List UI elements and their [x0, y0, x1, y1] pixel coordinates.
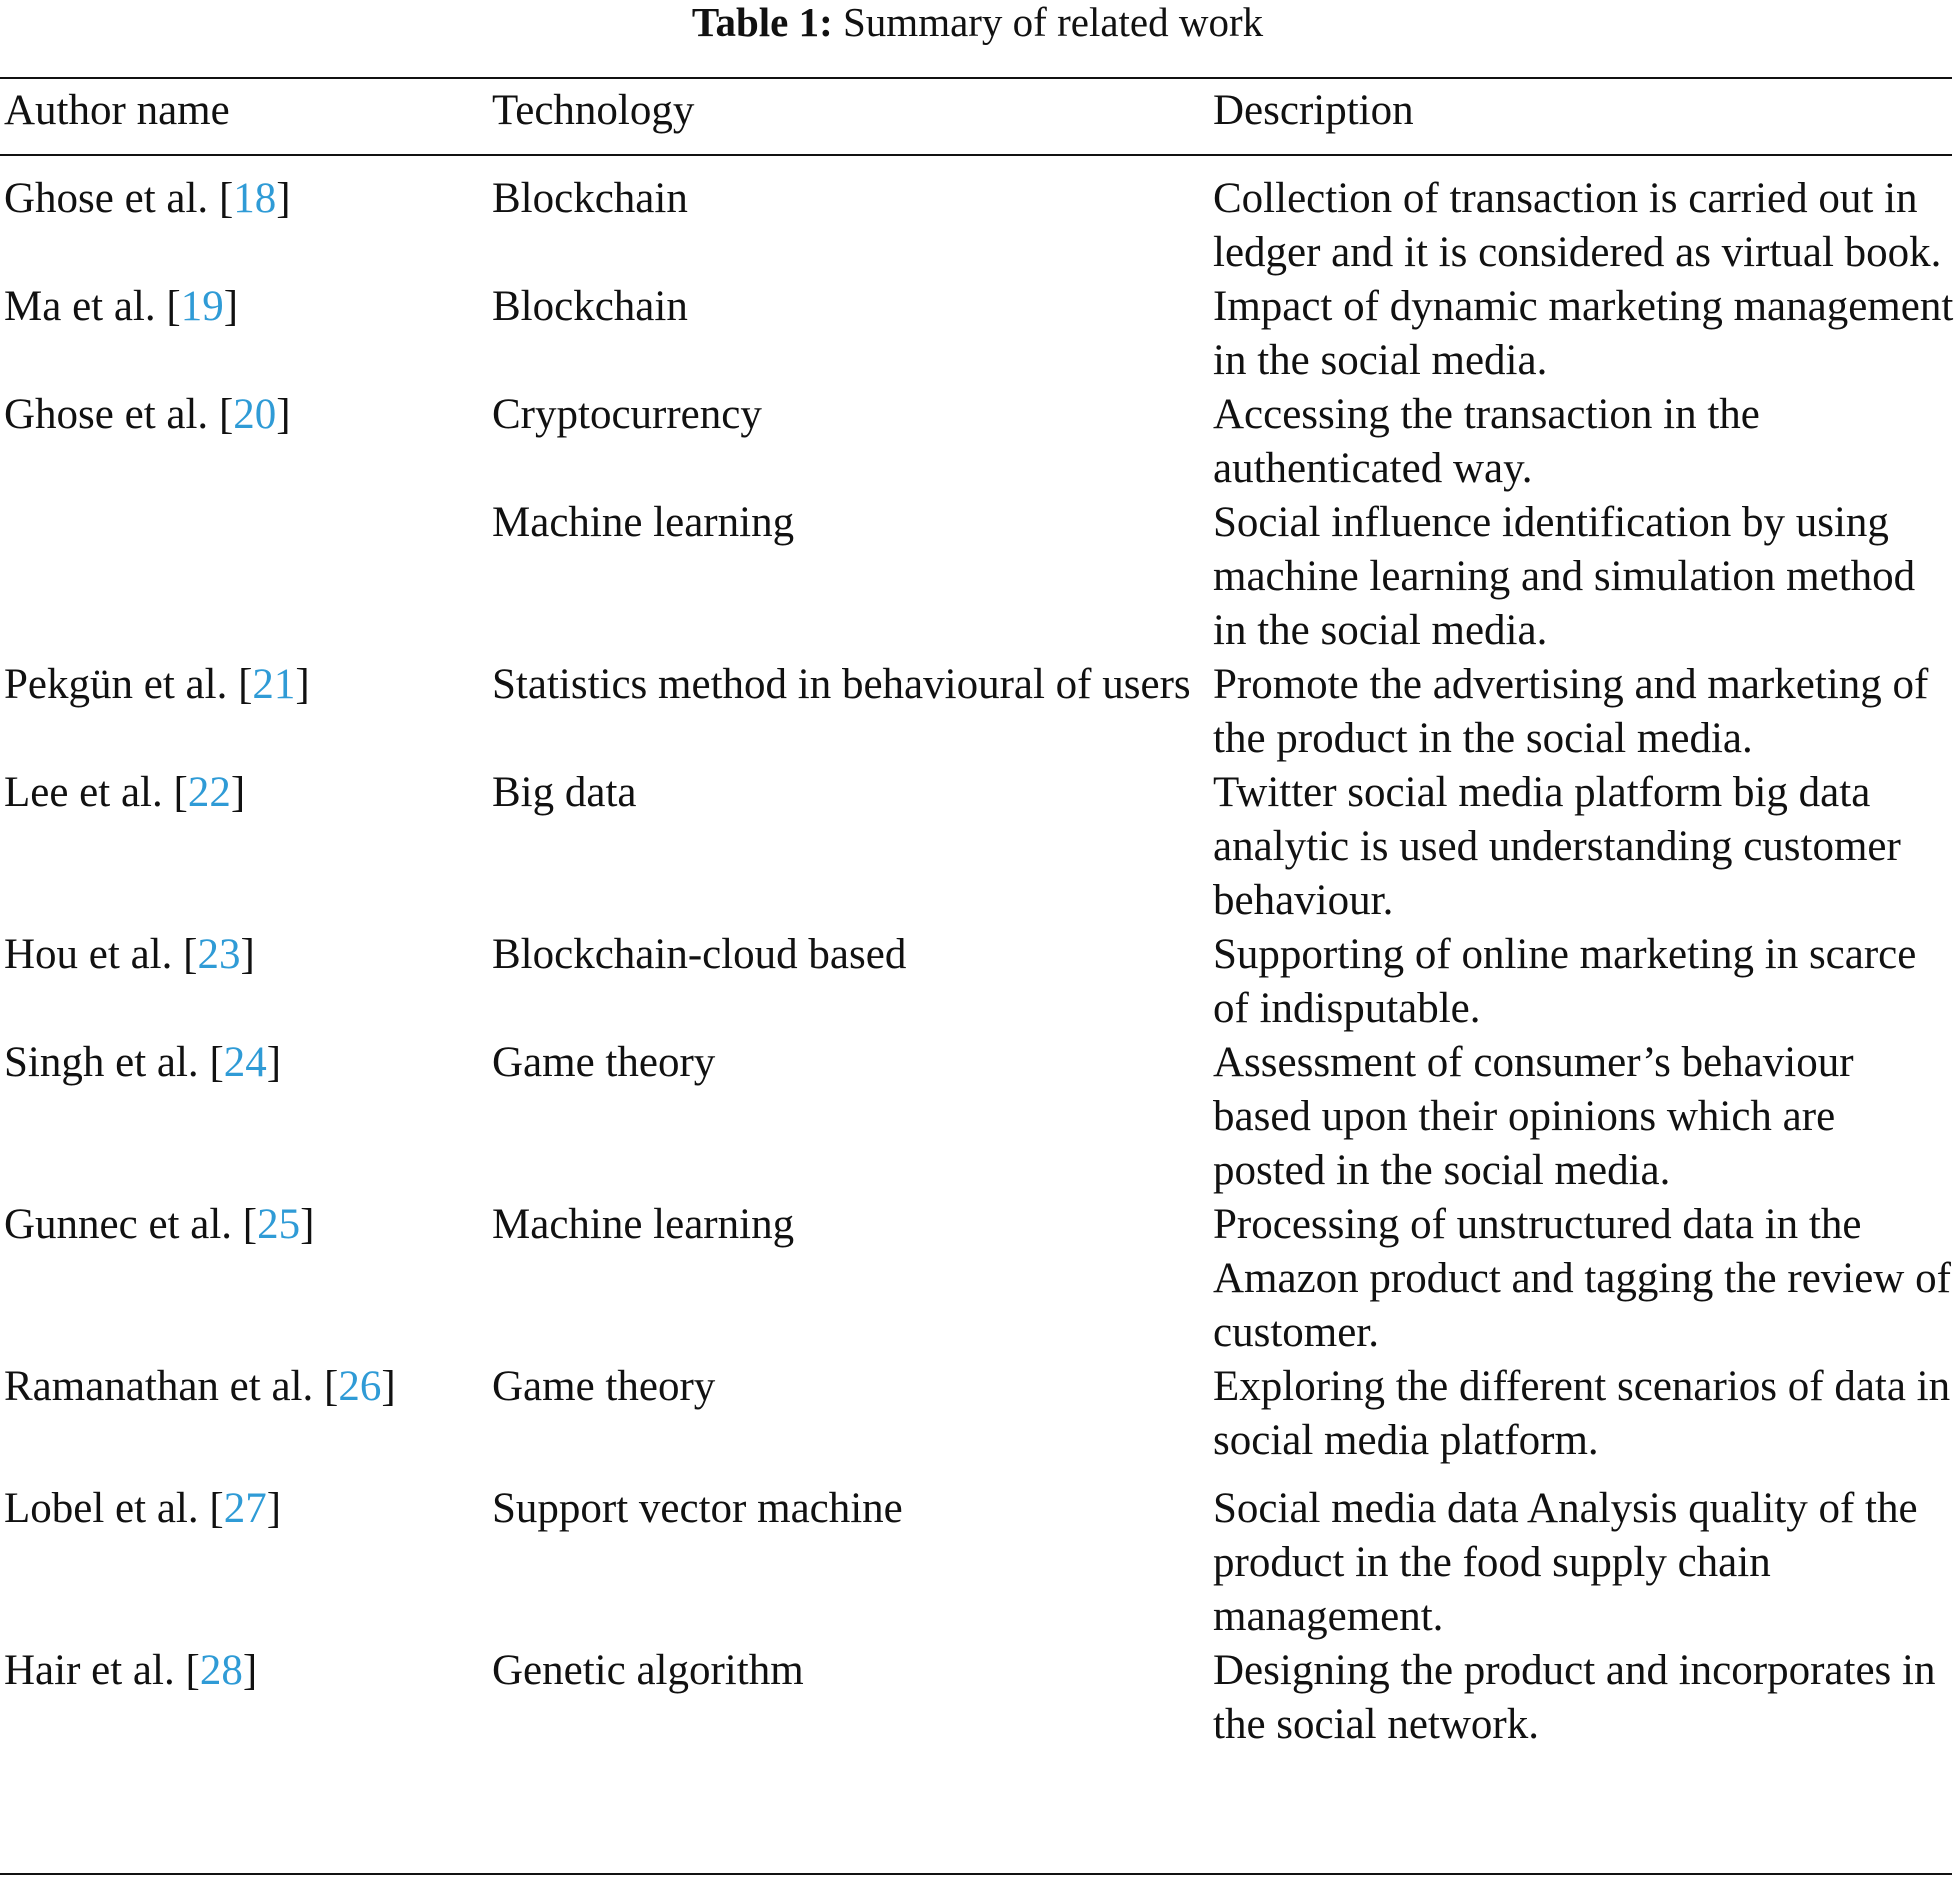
technology-cell: Genetic algorithm	[492, 1647, 804, 1694]
technology-cell: Blockchain	[492, 175, 688, 222]
bottom-rule	[0, 1873, 1952, 1875]
reference-link[interactable]: 27	[223, 1485, 267, 1532]
author-name: Ghose et al.	[4, 175, 209, 222]
author-name: Lee et al.	[4, 769, 163, 816]
description-cell: Social media data Analysis quality of the product in the food supply chain management.	[1213, 1485, 1918, 1640]
author-name: Ghose et al.	[4, 391, 209, 438]
description-cell: Impact of dynamic marketing management in the social media.	[1213, 283, 1954, 384]
table-body	[0, 158, 1955, 1752]
technology-cell: Game theory	[492, 1363, 716, 1410]
caption-text: Summary of related work	[843, 0, 1264, 45]
table-row	[0, 1036, 1955, 1198]
table-row	[0, 158, 1955, 280]
author-cell: Ghose et al. [18]	[4, 175, 291, 222]
author-cell: Hou et al. [23]	[4, 931, 255, 978]
reference-link[interactable]: 21	[252, 661, 296, 708]
table-row	[0, 280, 1955, 388]
table-row	[0, 928, 1955, 1036]
description-cell: Twitter social media platform big data analytic is used understanding customer behaviour.	[1213, 769, 1901, 924]
technology-cell: Big data	[492, 769, 637, 816]
table-row	[0, 1198, 1955, 1360]
author-name: Ma et al.	[4, 283, 156, 330]
description-cell: Processing of unstructured data in the Amazon product and tagging the review of customer.	[1213, 1201, 1951, 1356]
author-cell: Singh et al. [24]	[4, 1039, 282, 1086]
table-row	[0, 658, 1955, 766]
table-caption	[0, 0, 1955, 44]
author-cell: Gunnec et al. [25]	[4, 1201, 315, 1248]
description-cell: Exploring the different scenarios of data in social media platform.	[1213, 1363, 1951, 1464]
description-cell: Designing the product and incorporates in the social network.	[1213, 1647, 1936, 1748]
reference-link[interactable]: 20	[233, 391, 277, 438]
technology-cell: Cryptocurrency	[492, 391, 762, 438]
table-row	[0, 388, 1955, 496]
author-cell	[0, 496, 488, 658]
author-cell: Pekgün et al. [21]	[4, 661, 310, 708]
author-cell: Lee et al. [22]	[4, 769, 246, 816]
header-row	[0, 80, 1955, 158]
reference-link[interactable]: 23	[197, 931, 241, 978]
reference-link[interactable]: 28	[199, 1647, 243, 1694]
technology-cell: Blockchain-cloud based	[492, 931, 907, 978]
technology-cell: Statistics method in behavioural of users	[492, 661, 1191, 708]
author-cell: Hair et al. [28]	[4, 1647, 258, 1694]
reference-link[interactable]: 25	[257, 1201, 301, 1248]
author-name: Pekgün et al.	[4, 661, 228, 708]
author-name: Gunnec et al.	[4, 1201, 233, 1248]
summary-table	[0, 80, 1955, 1752]
reference-link[interactable]: 22	[187, 769, 231, 816]
technology-cell: Machine learning	[492, 1201, 795, 1248]
author-cell: Ramanathan et al. [26]	[4, 1363, 396, 1410]
author-cell: Lobel et al. [27]	[4, 1485, 282, 1532]
table-row	[0, 1468, 1955, 1644]
description-cell: Assessment of consumer’s behaviour based upon their opinions which are posted in the social media.	[1213, 1039, 1854, 1194]
technology-cell: Blockchain	[492, 283, 688, 330]
table-row	[0, 1360, 1955, 1468]
reference-link[interactable]: 24	[223, 1039, 267, 1086]
author-name: Ramanathan et al.	[4, 1363, 314, 1410]
column-header-description: Description	[1213, 87, 1414, 134]
table-row	[0, 496, 1955, 658]
reference-link[interactable]: 26	[338, 1363, 382, 1410]
author-name: Hair et al.	[4, 1647, 175, 1694]
technology-cell: Game theory	[492, 1039, 716, 1086]
author-name: Hou et al.	[4, 931, 173, 978]
caption-label: Table 1:	[691, 0, 833, 45]
description-cell: Social influence identification by using machine learning and simulation method in the social media.	[1213, 499, 1916, 654]
technology-cell: Machine learning	[492, 499, 795, 546]
top-rule	[0, 77, 1952, 79]
description-cell: Promote the advertising and marketing of the product in the social media.	[1213, 661, 1929, 762]
table-row	[0, 766, 1955, 928]
author-cell: Ghose et al. [20]	[4, 391, 291, 438]
description-cell: Supporting of online marketing in scarce of indisputable.	[1213, 931, 1917, 1032]
description-cell: Accessing the transaction in the authenticated way.	[1213, 391, 1760, 492]
column-header-technology: Technology	[492, 87, 695, 134]
table-row	[0, 1644, 1955, 1752]
author-cell: Ma et al. [19]	[4, 283, 239, 330]
description-cell: Collection of transaction is carried out in ledger and it is considered as virtual book.	[1213, 175, 1942, 276]
technology-cell: Support vector machine	[492, 1485, 903, 1532]
author-name: Singh et al.	[4, 1039, 199, 1086]
reference-link[interactable]: 19	[180, 283, 224, 330]
reference-link[interactable]: 18	[233, 175, 277, 222]
column-header-author: Author name	[4, 87, 230, 134]
author-name: Lobel et al.	[4, 1485, 199, 1532]
